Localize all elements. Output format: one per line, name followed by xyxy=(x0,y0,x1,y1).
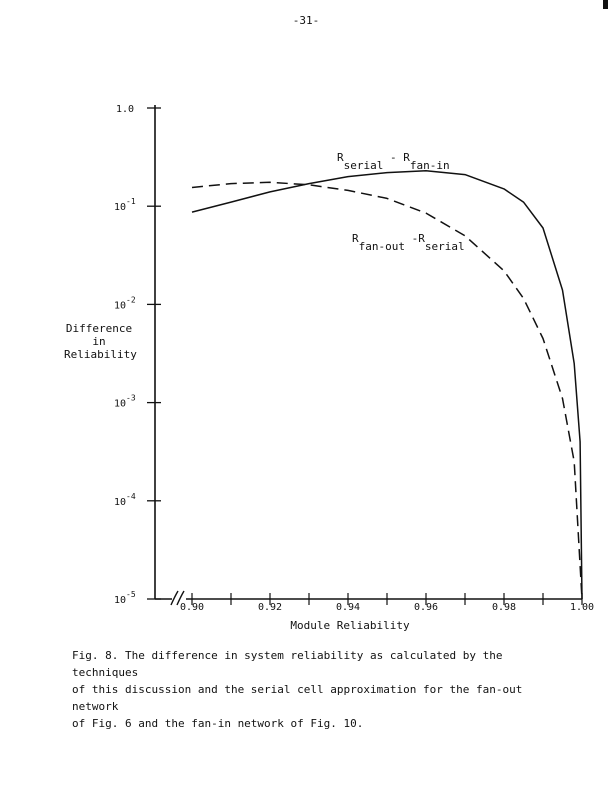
y-axis-label-line: Difference xyxy=(65,322,133,335)
y-tick-label: $10^{-1}$ xyxy=(114,197,136,214)
x-tick-label: 0.98 xyxy=(491,602,517,613)
series-label: Rfan-out -Rserial xyxy=(352,232,465,253)
series-label: Rserial - Rfan-in xyxy=(337,151,450,172)
y-tick-label: $10^{-2}$ xyxy=(114,295,136,312)
y-tick-label: 1.0 xyxy=(116,104,135,115)
axes xyxy=(155,105,582,605)
x-tick-label: 0.96 xyxy=(413,602,439,613)
y-axis-label-line: in xyxy=(92,335,106,348)
x-tick-label: 0.94 xyxy=(335,602,361,613)
figure-caption: Fig. 8. The difference in system reliability as calculated by the techniques of this discussion and the serial cell approximation for the fan-out network of Fig. 6 and the fan-in network of Fig. 10. xyxy=(72,649,523,730)
series-labels xyxy=(337,151,465,253)
y-axis-label xyxy=(64,322,137,361)
page-number: -31- xyxy=(292,14,320,27)
y-tick-label: $10^{-3}$ xyxy=(114,393,136,410)
y-tick-label: $10^{-5}$ xyxy=(114,590,136,606)
y-axis-label-line: Reliability xyxy=(64,348,137,361)
x-axis-label: Module Reliability xyxy=(290,619,410,632)
series-line-serial-minus-fanin xyxy=(192,171,582,599)
series-group xyxy=(192,171,582,599)
y-tick-label: $10^{-4}$ xyxy=(114,491,136,508)
x-tick-label: 0.92 xyxy=(257,602,283,613)
x-tick-label: 1.00 xyxy=(569,602,595,613)
ticks xyxy=(114,104,594,613)
x-tick-label: 0.90 xyxy=(179,602,205,613)
